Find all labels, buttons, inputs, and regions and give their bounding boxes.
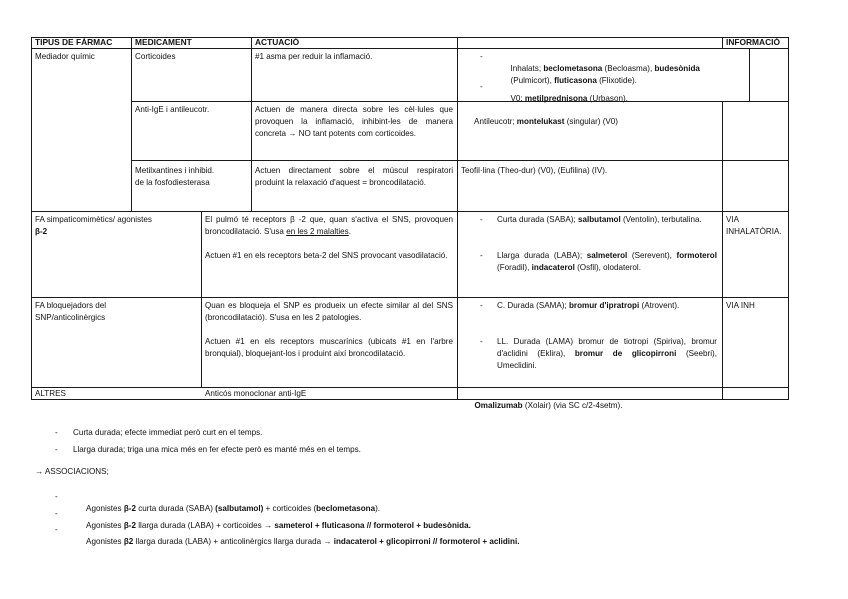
divider <box>31 211 789 212</box>
column-divider <box>201 297 202 388</box>
info-corticoides-inhalats: Inhalats; beclometasona (Becloasma), budesònida <box>510 63 700 73</box>
column-divider <box>749 48 750 101</box>
table-border-left <box>31 37 32 400</box>
list-bullet: - <box>480 301 483 310</box>
cell-via-inh: VIA INH <box>726 301 755 310</box>
divider <box>31 387 789 388</box>
header-tipus: TIPUS DE FÀRMAC <box>35 37 113 47</box>
column-divider <box>457 37 458 400</box>
info-lama: LL. Durada (LAMA) bromur de tiotropi (Spiriva), bromur d'aclidini (Eklira), bromur de glicopirroni (Seebri), Umeclidini. <box>497 337 717 370</box>
column-divider <box>722 101 723 400</box>
cell-actuacio-corticoides: #1 asma per reduir la inflamació. <box>255 52 373 61</box>
column-divider <box>251 37 252 212</box>
list-bullet: - <box>55 445 58 454</box>
cell-tipus-simpaticomimetics-cont: β-2 <box>35 227 48 236</box>
cell-tipus-altres: ALTRES <box>35 389 66 398</box>
list-bullet: - <box>55 525 58 534</box>
cell-actuacio-antiige: Actuen de manera directa sobre les cèl·lules que provoquen la inflamació, inhibint-les de manera concreta → NO tant potents com corticoides. <box>255 105 453 138</box>
info-omalizumab: Omalizumab (Xolair) (via SC c/2-4setm). <box>474 400 623 410</box>
table-border-bottom <box>31 399 789 400</box>
info-metilxantines: Teofil·lina (Theo-dur) (V0), (Eufilina) (IV). <box>461 166 608 175</box>
divider <box>31 297 789 298</box>
info-corticoides-inhalats-cont: (Pulmicort), fluticasona (Flixotide). <box>510 75 637 85</box>
divider <box>131 101 789 102</box>
list-bullet: - <box>55 492 58 501</box>
cell-actuacio-simpaticomimetics-b: Actuen #1 en els receptors beta-2 del SNS provocant vasodilatació. <box>205 251 448 260</box>
cell-medicament-altres: Anticós monoclonar anti-IgE <box>205 389 307 398</box>
header-informacio: INFORMACIÓ <box>726 37 780 47</box>
note-curta-durada: Curta durada; efecte immediat però curt en el temps. <box>73 428 263 437</box>
cell-tipus-mediador: Mediador químic <box>35 52 95 61</box>
cell-via-inhalatoria: VIA <box>726 215 740 224</box>
info-antiige: Antileucotr; montelukast (singular) (V0) <box>474 116 619 126</box>
info-sama: C. Durada (SAMA); bromur d'ipratropi (Atrovent). <box>497 301 680 310</box>
cell-medicament-metilxantines: Metilxantines i inhibid. <box>135 166 215 175</box>
header-actuacio: ACTUACIÓ <box>255 37 300 47</box>
note-llarga-durada: Llarga durada; triga una mica més en fer efecte però es manté més en el temps. <box>73 445 361 454</box>
info-saba: Curta durada (SABA); salbutamol (Ventolin), terbutalina. <box>497 215 702 224</box>
cell-actuacio-anticolinergics-b: Actuen #1 en els receptors muscarínics (ubicats #1 en l'arbre bronquial), bloquejant-los i produint així broncodilatació. <box>205 337 453 358</box>
info-laba: Llarga durada (LABA); salmeterol (Serevent), formoterol (Foradil), indacaterol (Osfil), olodaterol. <box>497 251 717 272</box>
column-divider <box>722 37 723 49</box>
list-bullet: - <box>480 251 483 260</box>
list-bullet: - <box>480 52 483 61</box>
cell-via-inhalatoria-cont: INHALATÒRIA. <box>726 227 782 236</box>
cell-medicament-metilxantines-cont: de la fosfodiesterasa <box>135 178 210 187</box>
association-saba: Agonistes β-2 curta durada (SABA) (salbutamol) + corticoides (beclometasona). <box>86 503 381 513</box>
column-divider <box>131 37 132 212</box>
column-divider <box>201 211 202 298</box>
table-border-right <box>788 37 789 400</box>
divider <box>131 160 789 161</box>
list-bullet: - <box>480 337 483 346</box>
cell-tipus-anticolinergics-cont: SNP/anticolinèrgics <box>35 313 106 322</box>
cell-actuacio-simpaticomimetics-a: El pulmó té receptors β -2 que, quan s'activa el SNS, provoquen broncodilatació. S'usa en les 2 malalties. <box>205 215 453 236</box>
cell-actuacio-metilxantines: Actuen directament sobre el múscul respiratori produint la relaxació d'aquest = broncodilatació. <box>255 166 453 187</box>
associacions-heading: → ASSOCIACIONS; <box>35 467 109 476</box>
cell-actuacio-anticolinergics-a: Quan es bloqueja el SNP es produeix un efecte similar al del SNS (broncodilatació). S'usa en les 2 patologies. <box>205 301 453 322</box>
list-bullet: - <box>55 428 58 437</box>
cell-medicament-corticoides: Corticoides <box>135 52 176 61</box>
list-bullet: - <box>55 509 58 518</box>
info-corticoides-v0: V0; metilprednisona (Urbason). <box>510 93 628 103</box>
header-medicament: MEDICAMENT <box>135 37 192 47</box>
cell-tipus-anticolinergics: FA bloquejadors del <box>35 301 107 310</box>
association-laba-anticolinergics: Agonistes β2 llarga durada (LABA) + anticolinèrgics llarga durada → indacaterol + glicopirroni // formoterol + aclidini. <box>86 536 520 546</box>
cell-medicament-antiige: Anti-IgE i antileucotr. <box>135 105 210 114</box>
association-laba-corticoides: Agonistes β-2 llarga durada (LABA) + corticoides → sameterol + fluticasona // formoterol + budesònida. <box>86 520 471 530</box>
list-bullet: - <box>480 82 483 91</box>
cell-tipus-simpaticomimetics: FA simpaticomimètics/ agonistes <box>35 215 152 224</box>
list-bullet: - <box>480 215 483 224</box>
